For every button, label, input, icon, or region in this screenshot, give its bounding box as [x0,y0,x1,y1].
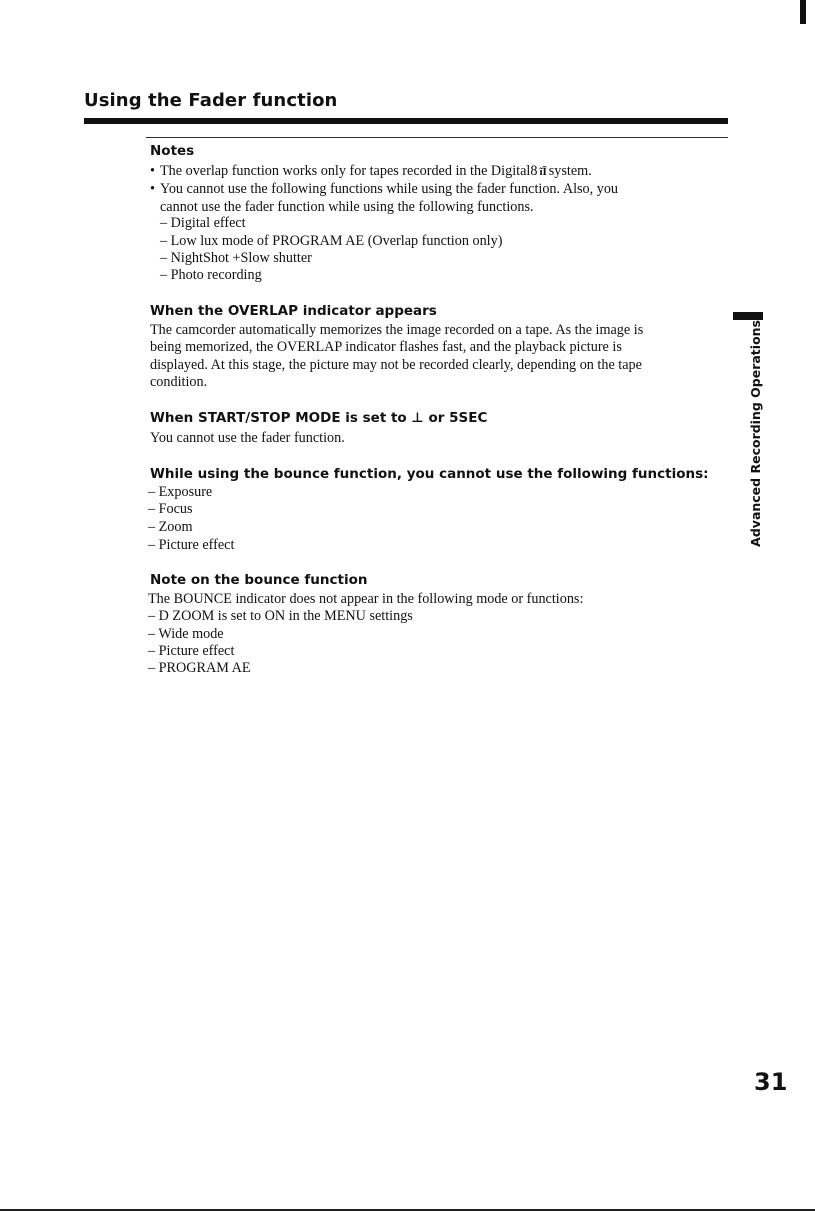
bounce-note-item: – D ZOOM is set to ON in the MENU settings [148,608,413,624]
bounce-note-title: Note on the bounce function [150,572,368,588]
overlap-line: being memorized, the OVERLAP indicator flashes fast, and the playback picture is [150,339,622,355]
notes-title: Notes [150,143,195,159]
startstop-text: You cannot use the fader function. [150,430,345,446]
bounce-item: – Focus [148,501,193,517]
overlap-title: When the OVERLAP indicator appears [150,303,437,319]
startstop-title-end: or 5SEC [428,410,488,426]
startstop-title-text: When START/STOP MODE is set to [150,410,407,426]
notes-item: – Digital effect [160,215,246,231]
overlap-line: condition. [150,374,208,390]
bounce-title: While using the bounce function, you cannot use the following functions: [150,466,709,482]
overlap-line: The camcorder automatically memorizes the image recorded on a tape. As the image is [150,322,644,338]
page-number: 31 [754,1068,788,1096]
notes-item: – NightShot +Slow shutter [160,250,312,266]
notes-line-1-text: The overlap function works only for tapes recorded in the Digital8 [160,163,538,179]
notes-rule [146,137,728,138]
bounce-item: – Zoom [148,519,193,535]
digital8-logo-icon: ĩĨ [539,166,547,178]
bounce-item: – Exposure [148,484,213,500]
heading-rule [84,118,728,124]
overlap-line: displayed. At this stage, the picture may not be recorded clearly, depending on the tape [150,357,642,373]
corner-mark [800,0,806,24]
side-tab-label: Advanced Recording Operations [748,320,763,547]
bounce-note-item: – Wide mode [148,626,224,642]
startstop-title [150,410,487,426]
notes-line-3: cannot use the fader function while using the following functions. [160,199,534,215]
notes-item: – Low lux mode of PROGRAM AE (Overlap function only) [160,233,503,249]
notes-line-1-end: system. [548,163,592,179]
bounce-note-text: The BOUNCE indicator does not appear in the following mode or functions: [148,591,584,607]
side-tab-marker [733,312,763,320]
self-timer-symbol-icon: ⊥ [411,410,424,426]
page-title: Using the Fader function [84,90,338,111]
bounce-note-item: – PROGRAM AE [148,660,251,676]
notes-item: – Photo recording [160,267,262,283]
bounce-item: – Picture effect [148,537,235,553]
notes-line-1 [160,163,592,181]
bounce-note-item: – Picture effect [148,643,235,659]
notes-line-2: • You cannot use the following functions while using the fader function. Also, you [160,181,618,198]
